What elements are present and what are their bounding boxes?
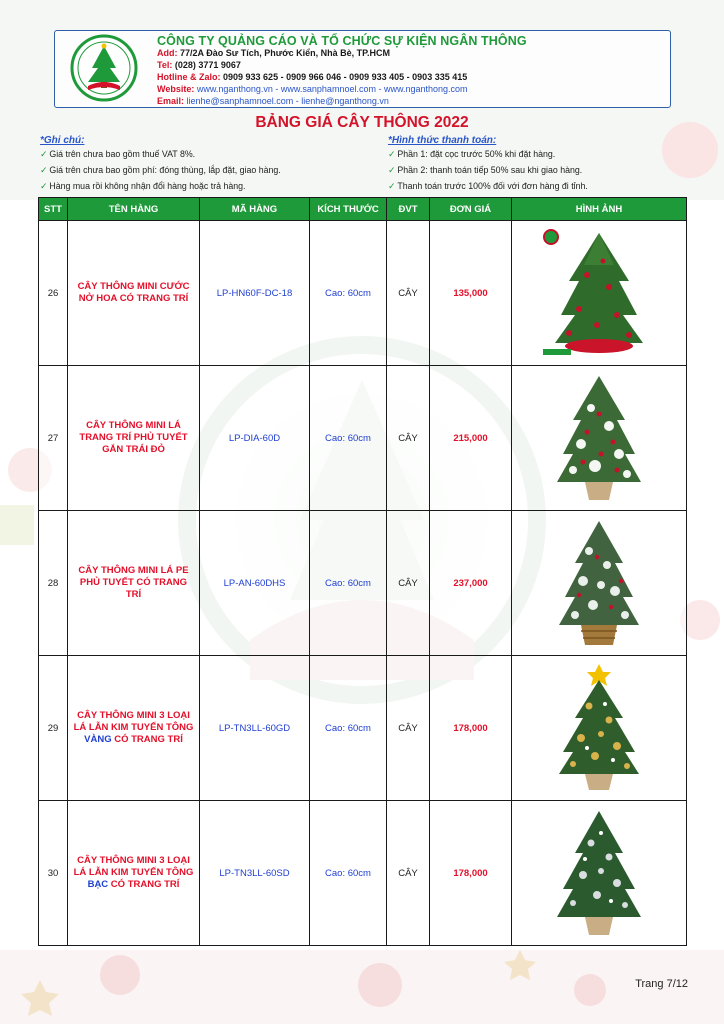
note-text: Giá trên chưa bao gồm thuế VAT 8%. — [49, 149, 196, 159]
company-address — [157, 48, 390, 59]
row-unit: CÂY — [387, 656, 430, 801]
row-image-cell — [512, 511, 687, 656]
checkmark-icon: ✓ — [388, 165, 396, 175]
table-row — [39, 656, 687, 801]
note-item — [40, 181, 246, 192]
row-stt: 26 — [39, 221, 68, 366]
payment-heading: *Hình thức thanh toán: — [388, 135, 497, 146]
row-size: Cao: 60cm — [310, 801, 387, 946]
row-price: 135,000 — [430, 221, 512, 366]
row-product-code: LP-TN3LL-60GD — [200, 656, 310, 801]
hotline-label: Hotline & Zalo: — [157, 72, 221, 82]
payment-item — [388, 165, 582, 176]
price-table — [38, 197, 687, 946]
payment-text: Thanh toán trước 100% đối với đơn hàng đi tỉnh. — [397, 181, 588, 191]
row-price: 237,000 — [430, 511, 512, 656]
row-product-code: LP-TN3LL-60SD — [200, 801, 310, 946]
checkmark-icon: ✓ — [388, 149, 396, 159]
table-header-row — [39, 198, 687, 221]
row-unit: CÂY — [387, 366, 430, 511]
column-header-code: MÃ HÀNG — [200, 198, 310, 221]
note-text: Hàng mua rồi không nhận đổi hàng hoặc trả hàng. — [49, 181, 246, 191]
column-header-size: KÍCH THƯỚC — [310, 198, 387, 221]
row-stt: 27 — [39, 366, 68, 511]
row-stt: 28 — [39, 511, 68, 656]
column-header-image: HÌNH ẢNH — [512, 198, 687, 221]
row-price: 215,000 — [430, 366, 512, 511]
row-image-cell — [512, 366, 687, 511]
name-text: CÓ TRANG TRÍ — [108, 879, 180, 890]
row-product-name — [68, 801, 200, 946]
note-item — [40, 165, 281, 176]
name-highlight: VÀNG — [84, 734, 112, 745]
row-price: 178,000 — [430, 801, 512, 946]
row-unit: CÂY — [387, 221, 430, 366]
row-unit: CÂY — [387, 511, 430, 656]
name-text: CÂY THÔNG MINI 3 LOẠI LÁ LẪN KIM TUYẾN TÔNG — [73, 710, 194, 733]
row-product-name: CÂY THÔNG MINI LÁ TRANG TRÍ PHỦ TUYẾT GẮN TRÁI ĐỎ — [68, 366, 200, 511]
checkmark-icon: ✓ — [40, 181, 48, 191]
row-product-name: CÂY THÔNG MINI LÁ PE PHỦ TUYẾT CÓ TRANG TRÍ — [68, 511, 200, 656]
company-website — [157, 84, 468, 95]
column-header-name: TÊN HÀNG — [68, 198, 200, 221]
christmas-tree-image — [539, 660, 659, 796]
hotline-value: 0909 933 625 - 0909 966 046 - 0909 933 405 - 0903 335 415 — [223, 72, 468, 82]
tel-value: (028) 3771 9067 — [174, 60, 241, 70]
document-title: BẢNG GIÁ CÂY THÔNG 2022 — [255, 114, 469, 131]
company-name: CÔNG TY QUẢNG CÁO VÀ TỔ CHỨC SỰ KIỆN NGÂN THÔNG — [157, 34, 527, 48]
christmas-tree-image — [539, 515, 659, 651]
checkmark-icon: ✓ — [40, 149, 48, 159]
row-product-code: LP-AN-60DHS — [200, 511, 310, 656]
website-link[interactable]: www.nganthong.vn - www.sanphamnoel.com - www.nganthong.com — [196, 84, 468, 94]
note-item — [40, 149, 195, 160]
payment-text: Phần 1: đặt cọc trước 50% khi đặt hàng. — [397, 149, 556, 159]
row-product-code: LP-DIA-60D — [200, 366, 310, 511]
row-stt: 29 — [39, 656, 68, 801]
checkmark-icon: ✓ — [388, 181, 396, 191]
table-row — [39, 221, 687, 366]
checkmark-icon: ✓ — [40, 165, 48, 175]
column-header-price: ĐƠN GIÁ — [430, 198, 512, 221]
notes-heading: *Ghi chú: — [40, 135, 85, 146]
payment-text: Phần 2: thanh toán tiếp 50% sau khi giao hàng. — [397, 165, 583, 175]
company-tel — [157, 60, 241, 71]
christmas-tree-image — [539, 370, 659, 506]
christmas-tree-image — [539, 805, 659, 941]
company-email — [157, 96, 389, 107]
column-header-stt: STT — [39, 198, 68, 221]
payment-item — [388, 181, 588, 192]
row-stt: 30 — [39, 801, 68, 946]
row-unit: CÂY — [387, 801, 430, 946]
table-row — [39, 801, 687, 946]
tel-label: Tel: — [157, 60, 173, 70]
row-size: Cao: 60cm — [310, 511, 387, 656]
nganthong-logo — [70, 34, 138, 102]
page-number: Trang 7/12 — [635, 978, 688, 990]
name-text: CÂY THÔNG MINI 3 LOẠI LÁ LẪN KIM TUYẾN TÔNG — [73, 855, 194, 878]
row-product-name — [68, 656, 200, 801]
payment-item — [388, 149, 555, 160]
table-row — [39, 366, 687, 511]
row-product-code: LP-HN60F-DC-18 — [200, 221, 310, 366]
row-size: Cao: 60cm — [310, 366, 387, 511]
email-label: Email: — [157, 96, 185, 106]
address-label: Add: — [157, 48, 178, 58]
company-hotline — [157, 72, 467, 83]
row-size: Cao: 60cm — [310, 221, 387, 366]
row-image-cell — [512, 221, 687, 366]
website-label: Website: — [157, 84, 195, 94]
name-text: CÓ TRANG TRÍ — [111, 734, 183, 745]
row-product-name: CÂY THÔNG MINI CƯỚC NỞ HOA CÓ TRANG TRÍ — [68, 221, 200, 366]
email-link[interactable]: lienhe@sanphamnoel.com - lienhe@nganthong.vn — [186, 96, 389, 106]
name-highlight: BẠC — [87, 879, 109, 890]
row-image-cell — [512, 656, 687, 801]
address-value: 77/2A Đào Sư Tích, Phước Kiển, Nhà Bè, TP.HCM — [180, 48, 390, 58]
row-image-cell — [512, 801, 687, 946]
table-row — [39, 511, 687, 656]
row-size: Cao: 60cm — [310, 656, 387, 801]
row-price: 178,000 — [430, 656, 512, 801]
column-header-unit: ĐVT — [387, 198, 430, 221]
christmas-tree-image — [539, 225, 659, 361]
note-text: Giá trên chưa bao gồm phí: đóng thùng, lắp đặt, giao hàng. — [49, 165, 281, 175]
